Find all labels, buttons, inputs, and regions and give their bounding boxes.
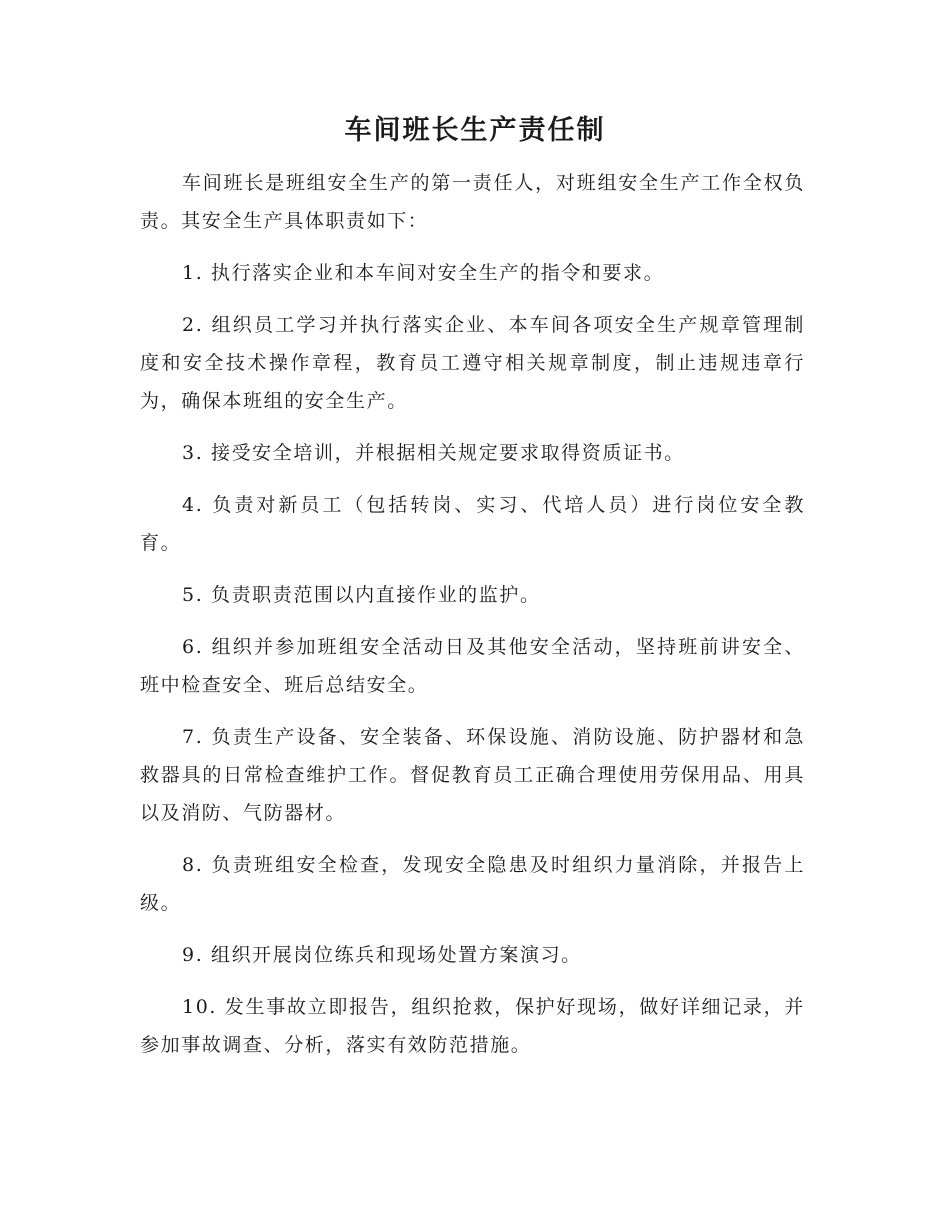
duty-item-2: 2. 组织员工学习并执行落实企业、本车间各项安全生产规章管理制度和安全技术操作章程，教育员工遵守相关规章制度，制止违规违章行为，确保本班组的安全生产。 [140,314,805,412]
duty-item-7: 7. 负责生产设备、安全装备、环保设施、消防设施、防护器材和急救器具的日常检查维护工作。督促教育员工正确合理使用劳保用品、用具以及消防、气防器材。 [140,726,805,824]
duty-item-10: 10. 发生事故立即报告，组织抢救，保护好现场，做好详细记录，并参加事故调查、分析，落实有效防范措施。 [140,996,805,1056]
duty-item-6: 6. 组织并参加班组安全活动日及其他安全活动，坚持班前讲安全、班中检查安全、班后总结安全。 [140,636,805,696]
duty-item-5: 5. 负责职责范围以内直接作业的监护。 [182,584,541,606]
document-title: 车间班长生产责任制 [344,115,606,146]
document-body [140,164,805,1064]
duty-item-8: 8. 负责班组安全检查，发现安全隐患及时组织力量消除，并报告上级。 [140,854,805,914]
intro-paragraph: 车间班长是班组安全生产的第一责任人，对班组安全生产工作全权负责。其安全生产具体职责如下： [140,172,805,232]
duty-item-3: 3. 接受安全培训，并根据相关规定要求取得资质证书。 [182,442,685,464]
duty-item-1: 1. 执行落实企业和本车间对安全生产的指令和要求。 [182,262,665,284]
duty-item-4: 4. 负责对新员工（包括转岗、实习、代培人员）进行岗位安全教育。 [140,494,805,554]
duty-item-9: 9. 组织开展岗位练兵和现场处置方案演习。 [182,944,582,966]
